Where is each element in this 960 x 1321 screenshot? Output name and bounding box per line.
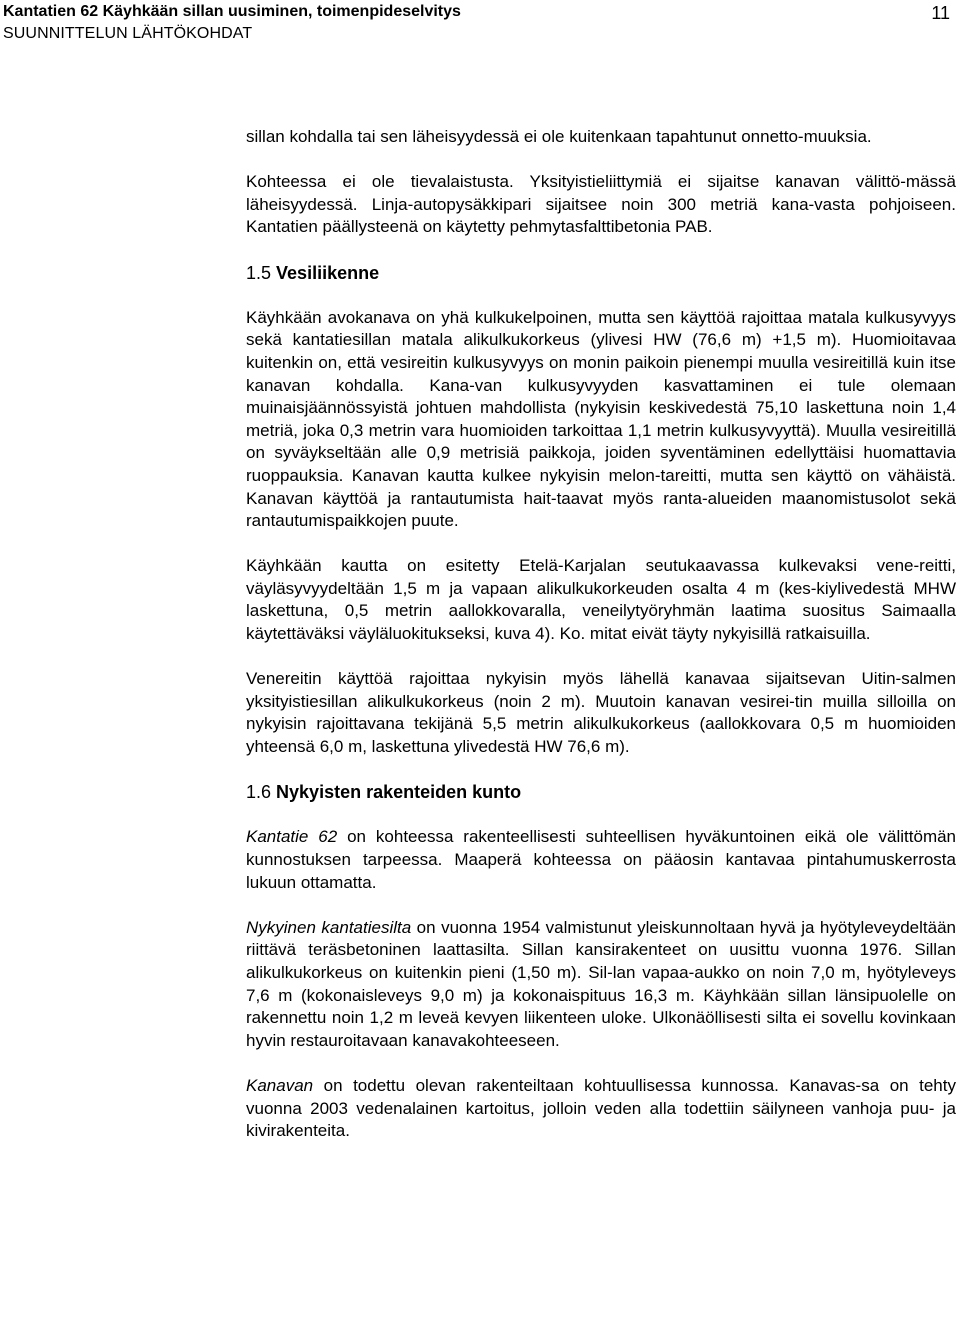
document-title: Kantatien 62 Käyhkään sillan uusiminen, toimenpideselvitys [3,3,461,20]
emphasis-term: Kanavan [246,1075,314,1095]
paragraph-waterway-depth: Käyhkään avokanava on yhä kulkukelpoinen, mutta sen käyttöä rajoittaa matala kulkusyvyys sekä kantatiesillan matala alikulkukorkeus (ylivesi HW (76,6 m) +1,5 m). Huomioitavaa kuitenkin on, että vesireitin kulkusyvyys on monin paikoin pienempi muulla vesireitillä kuin itse kanavan kohdalla. Kana-van kulkusyvyyden kasvattaminen ei tule olemaan muinaisjäännössyistä johtuen mahdollista (nykyisin keskivedestä 75,10 laskettuna noin 1,4 metriä, joka 0,3 metrin vara huomioiden tarkoittaa 1,1 metrin kulkusyvyyttä). Muulla vesireitillä on syväykseltään alle 0,9 metrisiä paikkoja, joiden syventäminen edellyttäisi huomattavia ruoppauksia. Kanavan kautta kulkee nykyisin melon-tareitti, mutta sen käyttö on vähäistä. Kanavan käyttöä ja rantautumista hait-taavat myös ranta-alueiden maanomistusolot sekä rantautumispaikkojen puute. [246,307,956,531]
paragraph-bridge [246,917,956,1053]
emphasis-term: Nykyinen kantatiesilta [246,917,412,937]
section-heading-structures [246,781,956,804]
section-title: Nykyisten rakenteiden kunto [271,782,522,803]
paragraph-text: on vuonna 1954 valmistunut yleiskunnoltaan hyvä ja hyötyleveydeltään riittävä teräsbetoninen laattasilta. Sillan kansirakenteet on uusittu vuonna 1976. Sillan alikulkukorkeus on kuitenkin pieni (1,50 m). Sil-lan vapaa-aukko on noin 7,0 m, hyötyleveys 7,6 m (kokonaisleveys 9,0 m) ja kokonaispituus 16,3 m. Käyhkään sillan länsipuolelle on rakennettu noin 1,2 m leveä kevyen liikenteen uloke. Ulkonäöllisesti silta ei sovellu kovinkaan hyvin restauroitavaan kanavakohteeseen. [246,917,956,1050]
paragraph-text: on kohteessa rakenteellisesti suhteellisen hyväkuntoinen eikä ole välittömän kunnostuksen tarpeessa. Maaperä kohteessa on pääosin kantavaa pintahumuskerrosta lukuun ottamatta. [246,827,957,892]
paragraph-road-lighting: Kohteessa ei ole tievalaistusta. Yksityistieliittymiä ei sijaitse kanavan välittö-mässä läheisyydessä. Linja-autopysäkkipari sijaitsee noin 300 metriä kana-vasta pohjoiseen. Kantatien päällysteenä on käytetty pehmytasfalttibetonia PAB. [246,172,956,237]
page-number: 11 [931,3,950,23]
section-number: 1.5 [246,262,272,283]
section-heading-waterway [246,262,956,285]
section-title: Vesiliikenne [271,262,380,283]
emphasis-term: Kantatie 62 [246,827,338,847]
paragraph-boat-route: Käyhkään kautta on esitetty Etelä-Karjalan seutukaavassa kulkevaksi vene-reitti, väyläsyvyydeltään 1,5 m ja vapaan alikulkukorkeuden osalta 4 m (kes-kiylivedestä MHW laskettuna, 0,5 metrin aallokkovaralla, veneilytyöryhmän laatima suositus Saimaalla käytettäväksi väyläluokitukseksi, kuva 4). Ko. mitat eivät täyty nykyisillä ratkaisuilla. [246,556,956,644]
paragraph-text: on todettu olevan rakenteiltaan kohtuullisessa kunnossa. Kanavas-sa on tehty vuonna 2003 vedenalainen kartoitus, jolloin veden alla todettiin säilyneen vanhoja puu- ja kivirakenteita. [246,1075,956,1141]
paragraph-accidents: sillan kohdalla tai sen läheisyydessä ei ole kuitenkaan tapahtunut onnetto-muuksia. [246,127,872,146]
document-section: SUUNNITTELUN LÄHTÖKOHDAT [3,25,253,42]
page-body [246,126,956,1165]
paragraph-canal [246,1075,956,1143]
page-header [0,0,960,50]
paragraph-route-limits: Venereitin käyttöä rajoittaa nykyisin myös lähellä kanavaa sijaitsevan Uitin-salmen yksityistiesillan alikulkukorkeus (noin 2 m). Muutoin kanavan vesirei-tin muilla silloilla on nykyisin rajoittavana tekijänä 5,5 metrin alikulkukorkeus (aallokkovara 0,5 m huomioiden yhteensä 6,0 m, laskettuna ylivedestä HW 76,6 m). [246,669,956,757]
paragraph-highway [246,826,956,894]
section-number: 1.6 [246,782,272,803]
